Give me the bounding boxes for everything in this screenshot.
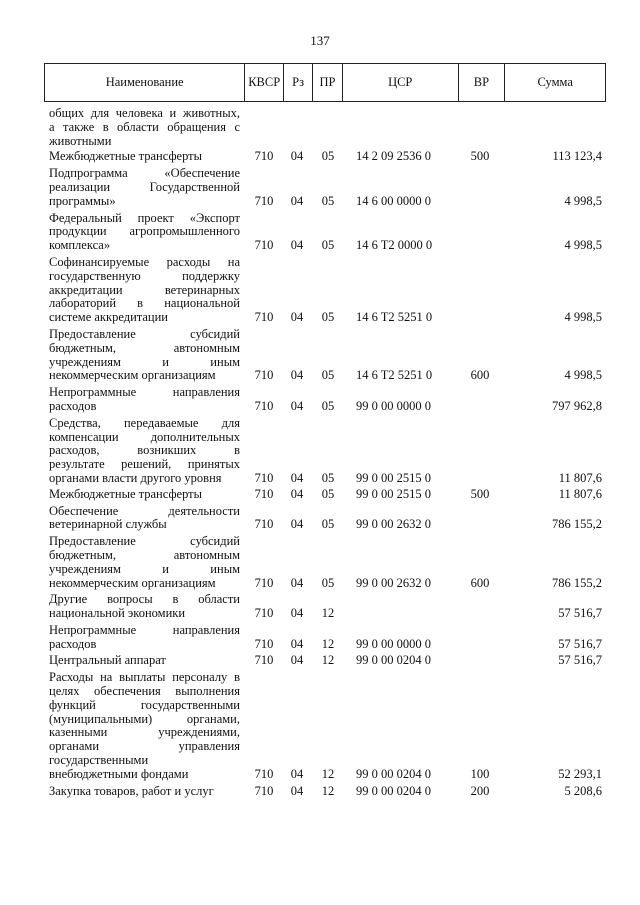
table-row (0, 505, 640, 533)
row-pr: 05 (321, 398, 335, 413)
row-name-line: некоммерческим организациям (49, 368, 216, 383)
row-kvsr: 710 (254, 766, 274, 781)
row-sum: 4 998,5 (564, 310, 602, 325)
header-sum: Сумма (537, 75, 573, 89)
row-sum: 4 998,5 (564, 193, 602, 208)
row-rz: 04 (290, 783, 304, 798)
row-name-line: внебюджетными фондами (49, 766, 189, 781)
row-name (49, 107, 240, 148)
row-name-line: Федеральный проект «Экспорт (49, 210, 240, 225)
row-name (49, 150, 240, 164)
row-kvsr: 710 (254, 575, 274, 590)
row-name-line: Расходы на выплаты персоналу в (49, 670, 240, 685)
row-vr: 200 (470, 783, 490, 798)
row-sum: 4 998,5 (564, 368, 602, 383)
row-rz: 04 (290, 653, 304, 668)
row-pr: 05 (321, 486, 335, 501)
row-rz: 04 (290, 310, 304, 325)
row-rz: 04 (290, 606, 304, 621)
table-row (0, 328, 640, 383)
row-sum: 113 123,4 (552, 149, 602, 164)
row-csr: 99 0 00 0204 0 (356, 783, 431, 798)
row-vr: 100 (470, 766, 490, 781)
row-name-line: Закупка товаров, работ и услуг (49, 783, 214, 798)
row-name-line: ветеринарной службы (49, 517, 167, 532)
row-name-line: Предоставление субсидий (49, 534, 240, 549)
row-csr: 99 0 00 0000 0 (356, 636, 431, 651)
row-name-line: бюджетным, автономным (49, 547, 240, 562)
row-pr: 12 (321, 653, 335, 668)
row-csr: 14 6 T2 0000 0 (356, 238, 433, 253)
header-name: Наименование (45, 64, 245, 101)
row-csr: 99 0 00 0204 0 (356, 766, 431, 781)
row-name (49, 535, 240, 590)
row-name (49, 212, 240, 253)
row-name-line: Центральный аппарат (49, 653, 166, 668)
header-rz: Рз (284, 64, 313, 101)
row-name-line: государственными (49, 753, 149, 768)
row-name (49, 785, 240, 799)
row-name-line: казенными учреждениями, (49, 725, 240, 740)
row-kvsr: 710 (254, 636, 274, 651)
row-rz: 04 (290, 368, 304, 383)
row-rz: 04 (290, 238, 304, 253)
row-rz: 04 (290, 636, 304, 651)
row-sum: 786 155,2 (552, 517, 602, 532)
row-name (49, 624, 240, 652)
row-name-line: расходов, возникших в (49, 443, 240, 458)
row-name (49, 328, 240, 383)
row-csr: 99 0 00 2515 0 (356, 470, 431, 485)
row-csr: 99 0 00 0204 0 (356, 653, 431, 668)
row-sum: 11 807,6 (558, 470, 602, 485)
header-pr: ПР (313, 64, 343, 101)
row-sum: 57 516,7 (558, 653, 602, 668)
row-name-line: расходов (49, 398, 97, 413)
row-vr: 500 (470, 486, 490, 501)
row-name (49, 505, 240, 533)
row-kvsr: 710 (254, 606, 274, 621)
row-pr: 05 (321, 149, 335, 164)
row-rz: 04 (290, 766, 304, 781)
row-name-line: учреждениям и иным (49, 561, 240, 576)
row-kvsr: 710 (254, 486, 274, 501)
row-name-line: программы» (49, 193, 116, 208)
table-row (0, 417, 640, 486)
row-name-line: национальной экономики (49, 606, 186, 621)
row-name-line: органами власти другого уровня (49, 470, 222, 485)
row-vr: 600 (470, 575, 490, 590)
row-pr: 12 (321, 766, 335, 781)
row-kvsr: 710 (254, 517, 274, 532)
row-name-line: государственную поддержку (49, 268, 240, 283)
table-row (0, 150, 640, 164)
row-name-line: учреждениям и иным (49, 354, 240, 369)
row-csr: 99 0 00 0000 0 (356, 398, 431, 413)
row-csr: 99 0 00 2632 0 (356, 517, 431, 532)
row-name-line: Межбюджетные трансферты (49, 149, 203, 164)
row-rz: 04 (290, 517, 304, 532)
row-name-line: а также в области обращения с (49, 119, 240, 134)
header-kvsr: КВСР (245, 64, 284, 101)
row-rz: 04 (290, 149, 304, 164)
row-kvsr: 710 (254, 398, 274, 413)
row-csr: 99 0 00 2632 0 (356, 575, 431, 590)
row-pr: 05 (321, 470, 335, 485)
row-name-line: Непрограммные направления (49, 622, 240, 637)
row-csr: 99 0 00 2515 0 (356, 486, 431, 501)
row-pr: 05 (321, 193, 335, 208)
row-name-line: реализации Государственной (49, 179, 240, 194)
row-sum: 4 998,5 (564, 238, 602, 253)
row-name-line: Предоставление субсидий (49, 326, 240, 341)
row-pr: 05 (321, 238, 335, 253)
row-name (49, 654, 240, 668)
row-name-line: животными (49, 133, 112, 148)
table-row (0, 386, 640, 414)
row-name-line: компенсации дополнительных (49, 429, 240, 444)
table-row (0, 212, 640, 253)
table-row (0, 593, 640, 621)
row-name-line: некоммерческим организациям (49, 575, 216, 590)
row-name (49, 488, 240, 502)
row-pr: 12 (321, 783, 335, 798)
row-pr: 05 (321, 517, 335, 532)
row-name-line: общих для человека и животных, (49, 106, 240, 120)
row-name-line: результате решений, принятых (49, 457, 240, 472)
row-name (49, 671, 240, 781)
row-name-line: Другие вопросы в области (49, 592, 240, 607)
row-name-line: целях обеспечения выполнения (49, 684, 240, 699)
row-rz: 04 (290, 486, 304, 501)
row-kvsr: 710 (254, 310, 274, 325)
row-csr: 14 6 T2 5251 0 (356, 368, 433, 383)
table-row (0, 488, 640, 502)
page-number: 137 (310, 33, 330, 48)
row-name-line: аккредитации ветеринарных (49, 282, 240, 297)
row-pr: 12 (321, 636, 335, 651)
row-name-line: комплекса» (49, 238, 111, 253)
table-row (0, 785, 640, 799)
row-name (49, 167, 240, 208)
row-rz: 04 (290, 193, 304, 208)
row-name-line: органами управления (49, 739, 240, 754)
row-name-line: бюджетным, автономным (49, 340, 240, 355)
row-name-line: расходов (49, 636, 97, 651)
row-sum: 57 516,7 (558, 636, 602, 651)
table-row (0, 624, 640, 652)
row-name (49, 386, 240, 414)
table-row (0, 107, 640, 148)
row-sum: 786 155,2 (552, 575, 602, 590)
row-kvsr: 710 (254, 783, 274, 798)
row-rz: 04 (290, 398, 304, 413)
table-row (0, 256, 640, 325)
table-body (0, 104, 640, 798)
row-kvsr: 710 (254, 149, 274, 164)
table-header (44, 63, 606, 102)
row-vr: 600 (470, 368, 490, 383)
row-name-line: Непрограммные направления (49, 385, 240, 400)
row-name-line: Средства, передаваемые для (49, 415, 240, 430)
row-name-line: функций государственными (49, 697, 240, 712)
row-kvsr: 710 (254, 470, 274, 485)
row-sum: 797 962,8 (552, 398, 602, 413)
row-sum: 11 807,6 (558, 486, 602, 501)
row-name (49, 256, 240, 325)
row-sum: 5 208,6 (564, 783, 602, 798)
row-pr: 05 (321, 368, 335, 383)
table-row (0, 167, 640, 208)
row-pr: 05 (321, 310, 335, 325)
row-name-line: Подпрограмма «Обеспечение (49, 166, 240, 181)
row-name (49, 593, 240, 621)
row-sum: 52 293,1 (558, 766, 602, 781)
row-name-line: продукции агропромышленного (49, 224, 240, 239)
row-rz: 04 (290, 575, 304, 590)
table-row (0, 535, 640, 590)
row-name-line: системе аккредитации (49, 310, 168, 325)
row-csr: 14 2 09 2536 0 (356, 149, 431, 164)
row-kvsr: 710 (254, 238, 274, 253)
table-row (0, 671, 640, 781)
row-name-line: Обеспечение деятельности (49, 503, 240, 518)
row-kvsr: 710 (254, 368, 274, 383)
row-sum: 57 516,7 (558, 606, 602, 621)
header-vr: ВР (459, 64, 506, 101)
row-csr: 14 6 T2 5251 0 (356, 310, 433, 325)
row-name (49, 417, 240, 486)
row-pr: 12 (321, 606, 335, 621)
table-row (0, 654, 640, 668)
row-name-line: (муниципальными) органами, (49, 711, 240, 726)
row-vr: 500 (470, 149, 490, 164)
row-kvsr: 710 (254, 653, 274, 668)
row-kvsr: 710 (254, 193, 274, 208)
row-name-line: Межбюджетные трансферты (49, 486, 203, 501)
row-name-line: Софинансируемые расходы на (49, 254, 240, 269)
row-pr: 05 (321, 575, 335, 590)
row-csr: 14 6 00 0000 0 (356, 193, 431, 208)
header-csr: ЦСР (343, 64, 459, 101)
row-rz: 04 (290, 470, 304, 485)
row-name-line: лабораторий в национальной (49, 296, 240, 311)
